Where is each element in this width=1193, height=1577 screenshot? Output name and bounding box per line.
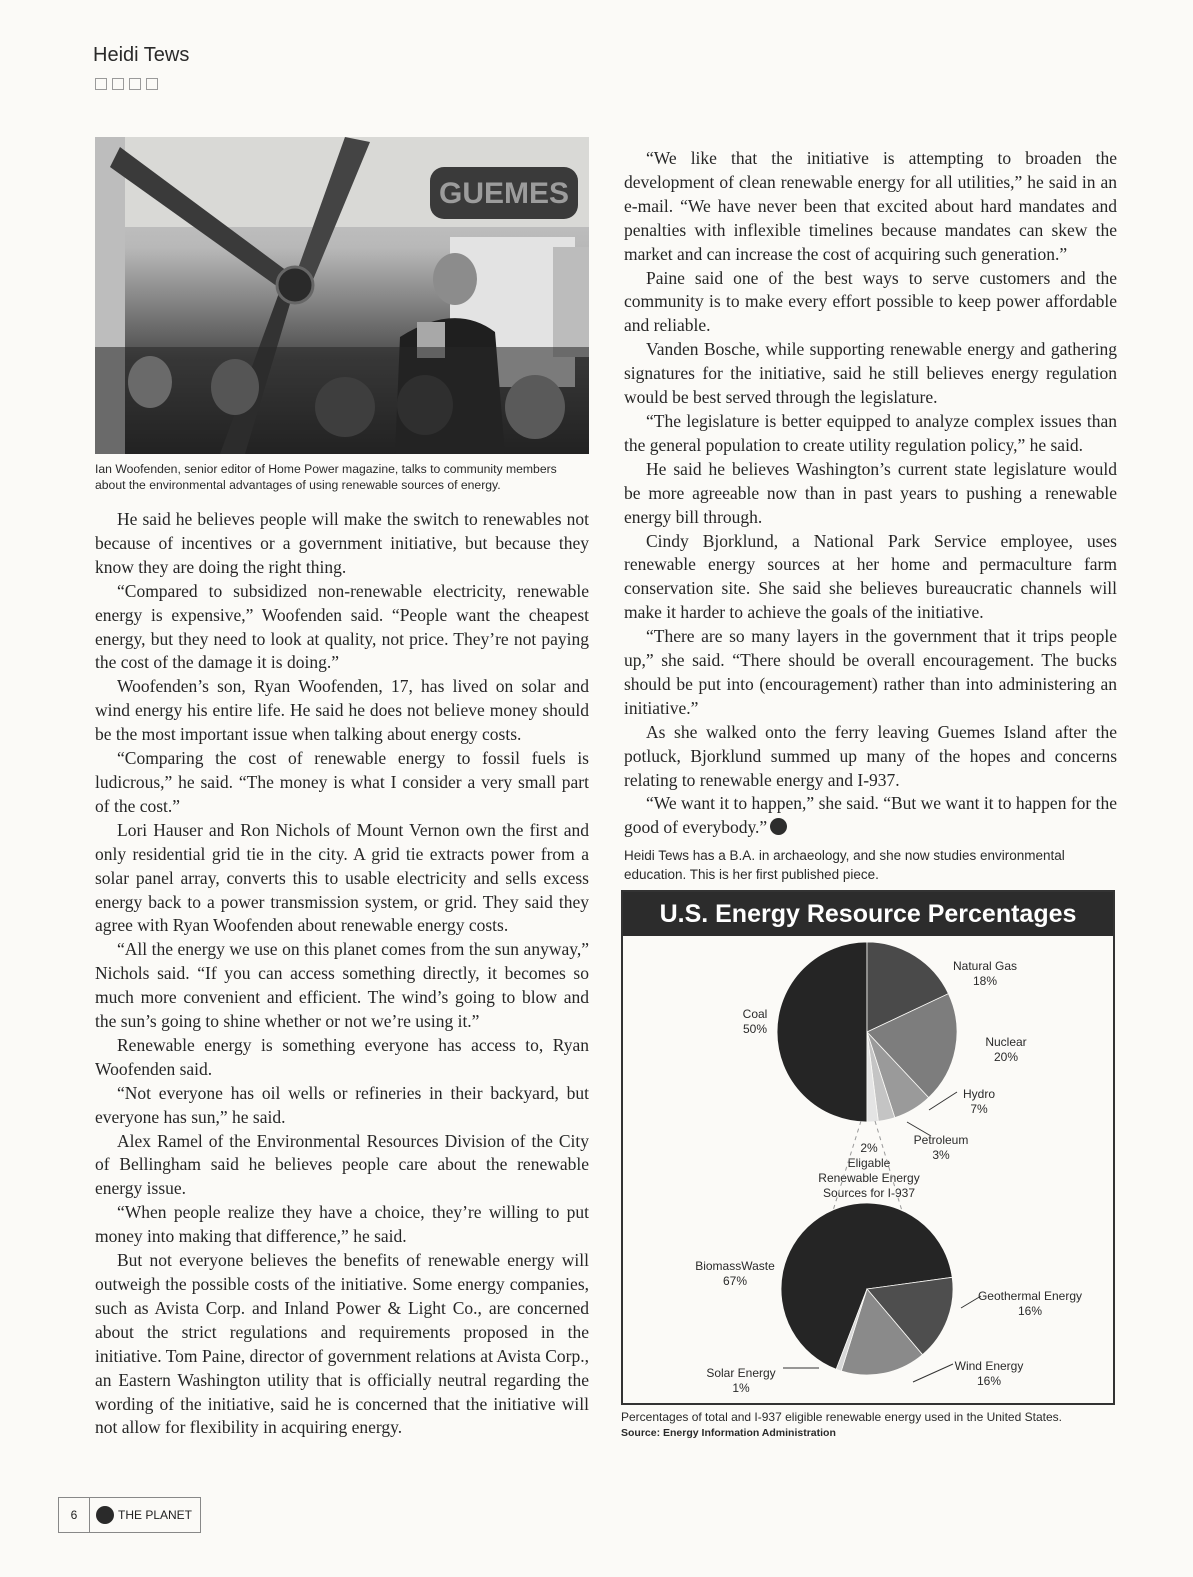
- author-name: Heidi Tews: [93, 44, 190, 66]
- paragraph: “The legislature is better equipped to analyze complex issues than the general population to create utility regulation policy,” he said.: [624, 410, 1117, 455]
- planet-logo-icon: [96, 1506, 114, 1524]
- article-photo: [95, 137, 589, 454]
- right-column: [624, 147, 1117, 840]
- paragraph: Cindy Bjorklund, a National Park Service employee, uses renewable energy sources at her home and permaculture farm conservation site. She said she believes bureaucratic channels will make it harder to achieve the goals of the initiative.: [624, 530, 1117, 623]
- total-pie-leader-line: [929, 1092, 957, 1110]
- square-icon: [112, 78, 124, 90]
- renewable-pie-label: BiomassWaste 67%: [695, 1259, 775, 1288]
- square-icon: [146, 78, 158, 90]
- paragraph: Lori Hauser and Ron Nichols of Mount Vernon own the first and only residential grid tie in the city. A grid tie extracts power from a solar panel array, converts this to usable electricity and sells excess energy back to a power transmission system, or grid. They said they agree with Ryan Woofenden about renewable energy costs.: [95, 819, 589, 936]
- chart-caption: Percentages of total and I-937 eligible renewable energy used in the United States.: [621, 1410, 1062, 1424]
- final-quote: “We want it to happen,” she said. “But we want it to happen for the good of everybody.”: [624, 793, 1117, 838]
- photo-caption: Ian Woofenden, senior editor of Home Power magazine, talks to community members about the environmental advantages of using renewable sources of energy.: [95, 462, 557, 492]
- propeller-hub: [277, 267, 313, 303]
- paragraph: As she walked onto the ferry leaving Guemes Island after the potluck, Bjorklund summed up many of the hopes and concerns relating to renewable energy and I-937.: [624, 721, 1117, 790]
- total-pie-label: Nuclear 20%: [985, 1035, 1027, 1064]
- audience-head: [128, 356, 172, 408]
- decorative-squares: [95, 78, 158, 90]
- paragraph: Paine said one of the best ways to serve customers and the community is to make every effort possible to keep power affordable and reliable.: [624, 267, 1117, 336]
- paragraph: “Compared to subsidized non-renewable electricity, renewable energy is expensive,” Woofenden said. “People want the cheapest energy, but they need to look at quality, not price. They’re not paying the cost of the damage it is doing.”: [95, 580, 589, 673]
- total-pie-label: Coal 50%: [742, 1007, 768, 1036]
- paragraph: “We like that the initiative is attempting to broaden the development of clean renewable energy for all utilities,” he said in an e-mail. “We have never been that excited about hard mandates and penalties with inflexible timelines because mandates can skew the market and can increase the cost of acquiring such generation.”: [624, 148, 1117, 264]
- total-pie-slice-coal: [777, 942, 867, 1122]
- renewable-pie-leader-line: [913, 1364, 953, 1382]
- publication-name: THE PLANET: [118, 1508, 193, 1522]
- paragraph: Renewable energy is something everyone has access to, Ryan Woofenden said.: [95, 1034, 589, 1079]
- renewable-pie-label: Solar Energy 1%: [706, 1366, 776, 1395]
- total-pie-label: Natural Gas 18%: [952, 959, 1018, 988]
- photo-illustration: [95, 137, 589, 454]
- left-column: [95, 508, 589, 1440]
- paragraph: Vanden Bosche, while supporting renewable energy and gathering signatures for the initiative, said he still believes energy regulation would be best served through the legislature.: [624, 339, 1117, 408]
- paragraph: [624, 792, 1117, 840]
- audience-head: [397, 375, 453, 435]
- audience-head: [505, 375, 565, 439]
- page-number: 6: [59, 1498, 90, 1532]
- square-icon: [129, 78, 141, 90]
- paragraph: “All the energy we use on this planet comes from the sun anyway,” Nichols said. “If you can access something directly, it becomes so much more convenient and efficient. The wind’s going to blow and the sun’s going to shine whether or not we’re using it.”: [95, 939, 589, 1032]
- sign-text: GUEMES: [438, 177, 570, 210]
- total-pie-label: 2% Eligable Renewable Energy Sources for I-937: [818, 1141, 920, 1200]
- renewable-pie-label: Geothermal Energy 16%: [977, 1289, 1083, 1318]
- energy-chart: [621, 890, 1115, 1405]
- paragraph: “There are so many layers in the government that it trips people up,” she said. “There should be overall encouragement. The bucks should be put into (encouragement) rather than into administering an initiative.”: [624, 626, 1117, 718]
- total-pie-label: Hydro 7%: [962, 1087, 996, 1116]
- window: [553, 247, 589, 357]
- paragraph: “When people realize they have a choice, they’re willing to put money into making that difference,” he said.: [95, 1202, 589, 1247]
- renewable-pie-label: Wind Energy 16%: [954, 1359, 1024, 1388]
- speaker-head: [433, 253, 477, 305]
- publication-brand: [90, 1506, 200, 1524]
- chart-source: Source: Energy Information Administration: [621, 1427, 836, 1439]
- chart-canvas: [623, 936, 1113, 1403]
- paragraph: Woofenden’s son, Ryan Woofenden, 17, has lived on solar and wind energy his entire life. He said he does not believe money should be the most important issue when talking about energy costs.: [95, 676, 589, 745]
- audience-head: [315, 377, 375, 437]
- audience-head: [211, 359, 259, 415]
- total-pie-label: Petroleum 3%: [913, 1133, 969, 1162]
- chart-title: U.S. Energy Resource Percentages: [623, 892, 1113, 936]
- end-mark-icon: [770, 818, 787, 835]
- square-icon: [95, 78, 107, 90]
- author-bio: Heidi Tews has a B.A. in archaeology, and she now studies environmental education. This is her first published piece.: [624, 848, 1065, 882]
- paragraph: He said he believes people will make the switch to renewables not because of incentives or a government initiative, but because they know they are doing the right thing.: [95, 509, 589, 577]
- paragraph: But not everyone believes the benefits of renewable energy will outweigh the possible costs of the initiative. Some energy companies, such as Avista Corp. and Inland Power & Light Co., are concerned about the strict regulations and requirements proposed in the initiative. Tom Paine, director of government relations at Avista Corp., an Eastern Washington utility that is officially neutral regarding the wording of the initiative, said he is concerned that the initiative will not allow for flexibility in acquiring energy.: [95, 1250, 589, 1438]
- paragraph: “Comparing the cost of renewable energy to fossil fuels is ludicrous,” he said. “The money is what I consider a very small part of the cost.”: [95, 748, 589, 816]
- paragraph: He said he believes Washington’s current state legislature would be more agreeable now than in past years to pushing a renewable energy bill through.: [624, 458, 1117, 527]
- page-footer: [58, 1497, 201, 1533]
- paragraph: Alex Ramel of the Environmental Resources Division of the City of Bellingham said he believes people care about the renewable energy issue.: [95, 1130, 589, 1199]
- paragraph: “Not everyone has oil wells or refineries in their backyard, but everyone has sun,” he said.: [95, 1082, 589, 1127]
